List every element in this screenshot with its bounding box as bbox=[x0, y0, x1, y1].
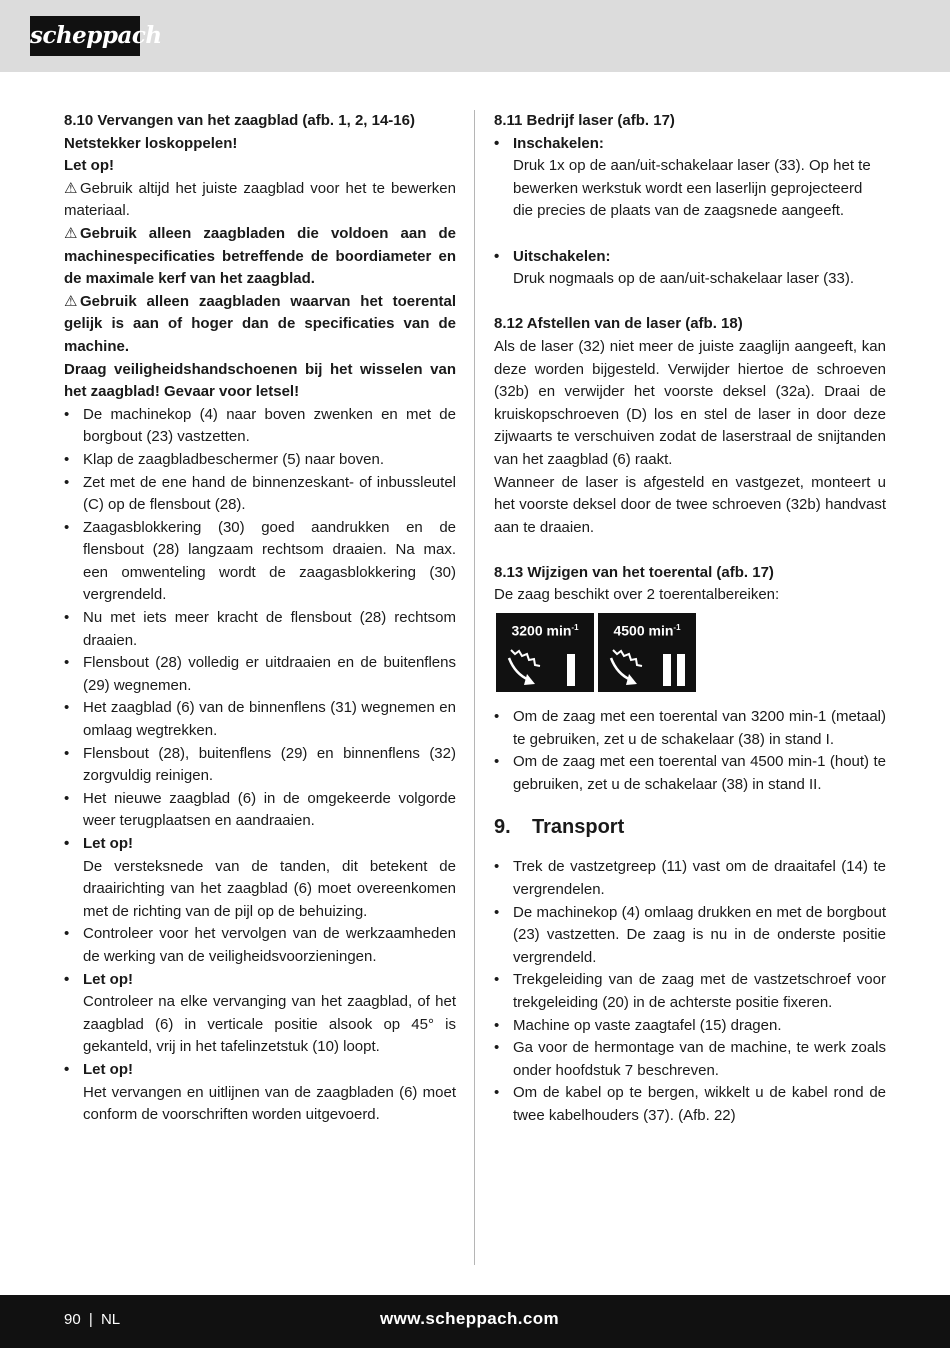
list-item: • Om de zaag met een toerental van 3200 min-1 (metaal) te gebruiken, zet u de schakelaar (38) in stand I. bbox=[494, 706, 886, 751]
section-title-8-10: 8.10 Vervangen van het zaagblad (afb. 1, 2, 14-16) bbox=[64, 112, 415, 129]
column-divider bbox=[474, 110, 475, 1265]
warning-triangle-icon: ⚠ bbox=[64, 224, 78, 242]
list-item: • Zet met de ene hand de binnenzeskant- of inbussleutel (C) op de flensbout (28). bbox=[64, 472, 456, 517]
gloves-warning: Draag veiligheidshandschoenen bij het wisselen van het zaagblad! Gevaar voor letsel! bbox=[64, 360, 456, 401]
footer-bar bbox=[0, 1295, 950, 1348]
speed-setting-1 bbox=[496, 613, 594, 692]
list-item: • Om de kabel op te bergen, wikkelt u de kabel rond de twee kabelhouders (37). (Afb. 22) bbox=[494, 1082, 886, 1127]
laser-off-text: Druk nogmaals op de aan/uit-schakelaar laser (33). bbox=[513, 270, 855, 288]
brand-logo: scheppach bbox=[30, 16, 140, 56]
list-item: • Trek de vastzetgreep (11) vast om de draaitafel (14) te vergrendelen. bbox=[494, 856, 886, 901]
unplug-notice: Netstekker loskoppelen! bbox=[64, 134, 238, 152]
laser-on-text: Druk 1x op de aan/uit-schakelaar laser (33). Op het te bewerken werkstuk wordt een laserlijn geprojecteerd die precies de plaats van de zaagsnede aangeeft. bbox=[513, 157, 871, 220]
note-heading: Let op! bbox=[83, 1060, 133, 1078]
list-item: • Nu met iets meer kracht de flensbout (28) rechtsom draaien. bbox=[64, 607, 456, 652]
speed-instructions bbox=[494, 706, 886, 796]
list-item: • De machinekop (4) omlaag drukken en met de borgbout (23) vastzetten. De zaag is nu in de onderste positie vergrendeld. bbox=[494, 902, 886, 970]
section-title-8-11: 8.11 Bedrijf laser (afb. 17) bbox=[494, 112, 675, 129]
switch-position-I bbox=[567, 654, 575, 686]
warning-3: ⚠ Gebruik alleen zaagbladen waarvan het toerental gelijk is aan of hoger dan de specificaties van de machine. bbox=[64, 292, 456, 355]
list-item: • De machinekop (4) naar boven zwenken en met de borgbout (23) vastzetten. bbox=[64, 404, 456, 449]
section-title-8-12: 8.12 Afstellen van de laser (afb. 18) bbox=[494, 315, 743, 333]
list-item: • Het zaagblad (6) van de binnenflens (31) wegnemen en omlaag wegtrekken. bbox=[64, 697, 456, 742]
note-text: De versteksnede van de tanden, dit betekent de draairichting van het zaagblad (6) moet overeenkomen met de richting van de pijl op de behuizing. bbox=[83, 857, 456, 920]
list-item-note bbox=[64, 833, 456, 923]
laser-off-heading: Uitschakelen: bbox=[513, 247, 611, 265]
warning-1: ⚠ Gebruik altijd het juiste zaagblad voor het te bewerken materiaal. bbox=[64, 179, 456, 220]
right-column bbox=[494, 110, 886, 1128]
list-item: • Ga voor de hermontage van de machine, te werk zoals onder hoofdstuk 7 beschreven. bbox=[494, 1037, 886, 1082]
note-text: Het vervangen en uitlijnen van de zaagbladen (6) moet conform de voorschriften worden uitgevoerd. bbox=[83, 1083, 456, 1124]
laser-on-heading: Inschakelen: bbox=[513, 134, 604, 152]
list-item: • Flensbout (28) volledig er uitdraaien en de buitenflens (29) wegnemen. bbox=[64, 652, 456, 697]
switch-position-II-bar bbox=[663, 654, 671, 686]
section-title-8-13: 8.13 Wijzigen van het toerental (afb. 17) bbox=[494, 563, 774, 581]
page-number: 90 bbox=[64, 1311, 81, 1328]
list-item: • Flensbout (28), buitenflens (29) en binnenflens (32) zorgvuldig reinigen. bbox=[64, 743, 456, 788]
saw-blade-rotation-icon bbox=[599, 614, 695, 691]
speed-setting-2 bbox=[598, 613, 696, 692]
list-item bbox=[494, 246, 886, 291]
list-item-note bbox=[64, 969, 456, 1059]
replacement-steps bbox=[64, 404, 456, 1127]
list-item: • Klap de zaagbladbeschermer (5) naar boven. bbox=[64, 449, 456, 472]
adjust-paragraph-2: Wanneer de laser is afgesteld en vastgezet, monteert u het voorste deksel door de twee schroeven (32b) handvast aan te draaien. bbox=[494, 473, 886, 536]
note-heading: Let op! bbox=[83, 970, 133, 988]
left-column bbox=[64, 110, 456, 1127]
language-code: NL bbox=[100, 1311, 121, 1328]
list-item bbox=[494, 133, 886, 223]
speed-label-1: 3200 $\min^{-1}$ bbox=[511, 622, 579, 639]
warning-triangle-icon: ⚠ bbox=[64, 292, 78, 310]
switch-position-II-bar bbox=[677, 654, 685, 686]
saw-blade-rotation-icon bbox=[497, 614, 593, 691]
section-heading-transport: 9. Transport bbox=[494, 816, 625, 839]
note-heading: Let op! bbox=[83, 835, 133, 852]
list-item: • Zaagasblokkering (30) goed aandrukken en de flensbout (28) langzaam rechtsom draaien. Na max. een omwenteling wordt de zaagasblokkering (30) vergrendeld. bbox=[64, 517, 456, 607]
warning-triangle-icon: ⚠ bbox=[64, 179, 78, 197]
caution-label: Let op! bbox=[64, 157, 114, 175]
warning-2: ⚠ Gebruik alleen zaagbladen die voldoen aan de machinespecificaties betreffende de boordiameter en de maximale kerf van het zaagblad. bbox=[64, 224, 456, 288]
laser-off bbox=[494, 246, 886, 291]
speed-label-2: 4500 $\min^{-1}$ bbox=[613, 622, 681, 639]
page-indicator: 90 | NL bbox=[64, 1311, 121, 1328]
speed-intro: De zaag beschikt over 2 toerentalbereiken: bbox=[494, 586, 780, 604]
website-link[interactable]: www.scheppach.com bbox=[380, 1309, 560, 1328]
list-item: • Om de zaag met een toerental van 4500 min-1 (hout) te gebruiken, zet u de schakelaar (38) in stand II. bbox=[494, 751, 886, 796]
note-text: Controleer na elke vervanging van het zaagblad, of het zaagblad (6) in verticale positie alsook op 45° is gekanteld, vrij in het tafelinzetstuk (10) loopt. bbox=[83, 993, 456, 1056]
list-item: • Het nieuwe zaagblad (6) in de omgekeerde volgorde weer terugplaatsen en aandraaien. bbox=[64, 788, 456, 833]
list-item: • Trekgeleiding van de zaag met de vastzetschroef voor trekgeleiding (20) in de achterste positie fixeren. bbox=[494, 969, 886, 1014]
laser-steps bbox=[494, 133, 886, 223]
list-item: • Controleer voor het vervolgen van de werkzaamheden de werking van de veiligheidsvoorzieningen. bbox=[64, 923, 456, 968]
transport-steps bbox=[494, 856, 886, 1127]
list-item: • Machine op vaste zaagtafel (15) dragen. bbox=[494, 1015, 886, 1038]
list-item-note bbox=[64, 1059, 456, 1127]
top-bar bbox=[0, 0, 950, 72]
speed-figure bbox=[496, 613, 886, 692]
adjust-paragraph-1: Als de laser (32) niet meer de juiste zaaglijn aangeeft, kan deze worden bijgesteld. Verwijder hiertoe de schroeven (32b) en verwijder het voorste deksel (32a). Draai de kruiskopschroeven (D) los en stel de laser in door deze zijwaarts te verschuiven zodat de laserstraal de snijtanden van het zaagblad (6) raakt. bbox=[494, 337, 886, 468]
